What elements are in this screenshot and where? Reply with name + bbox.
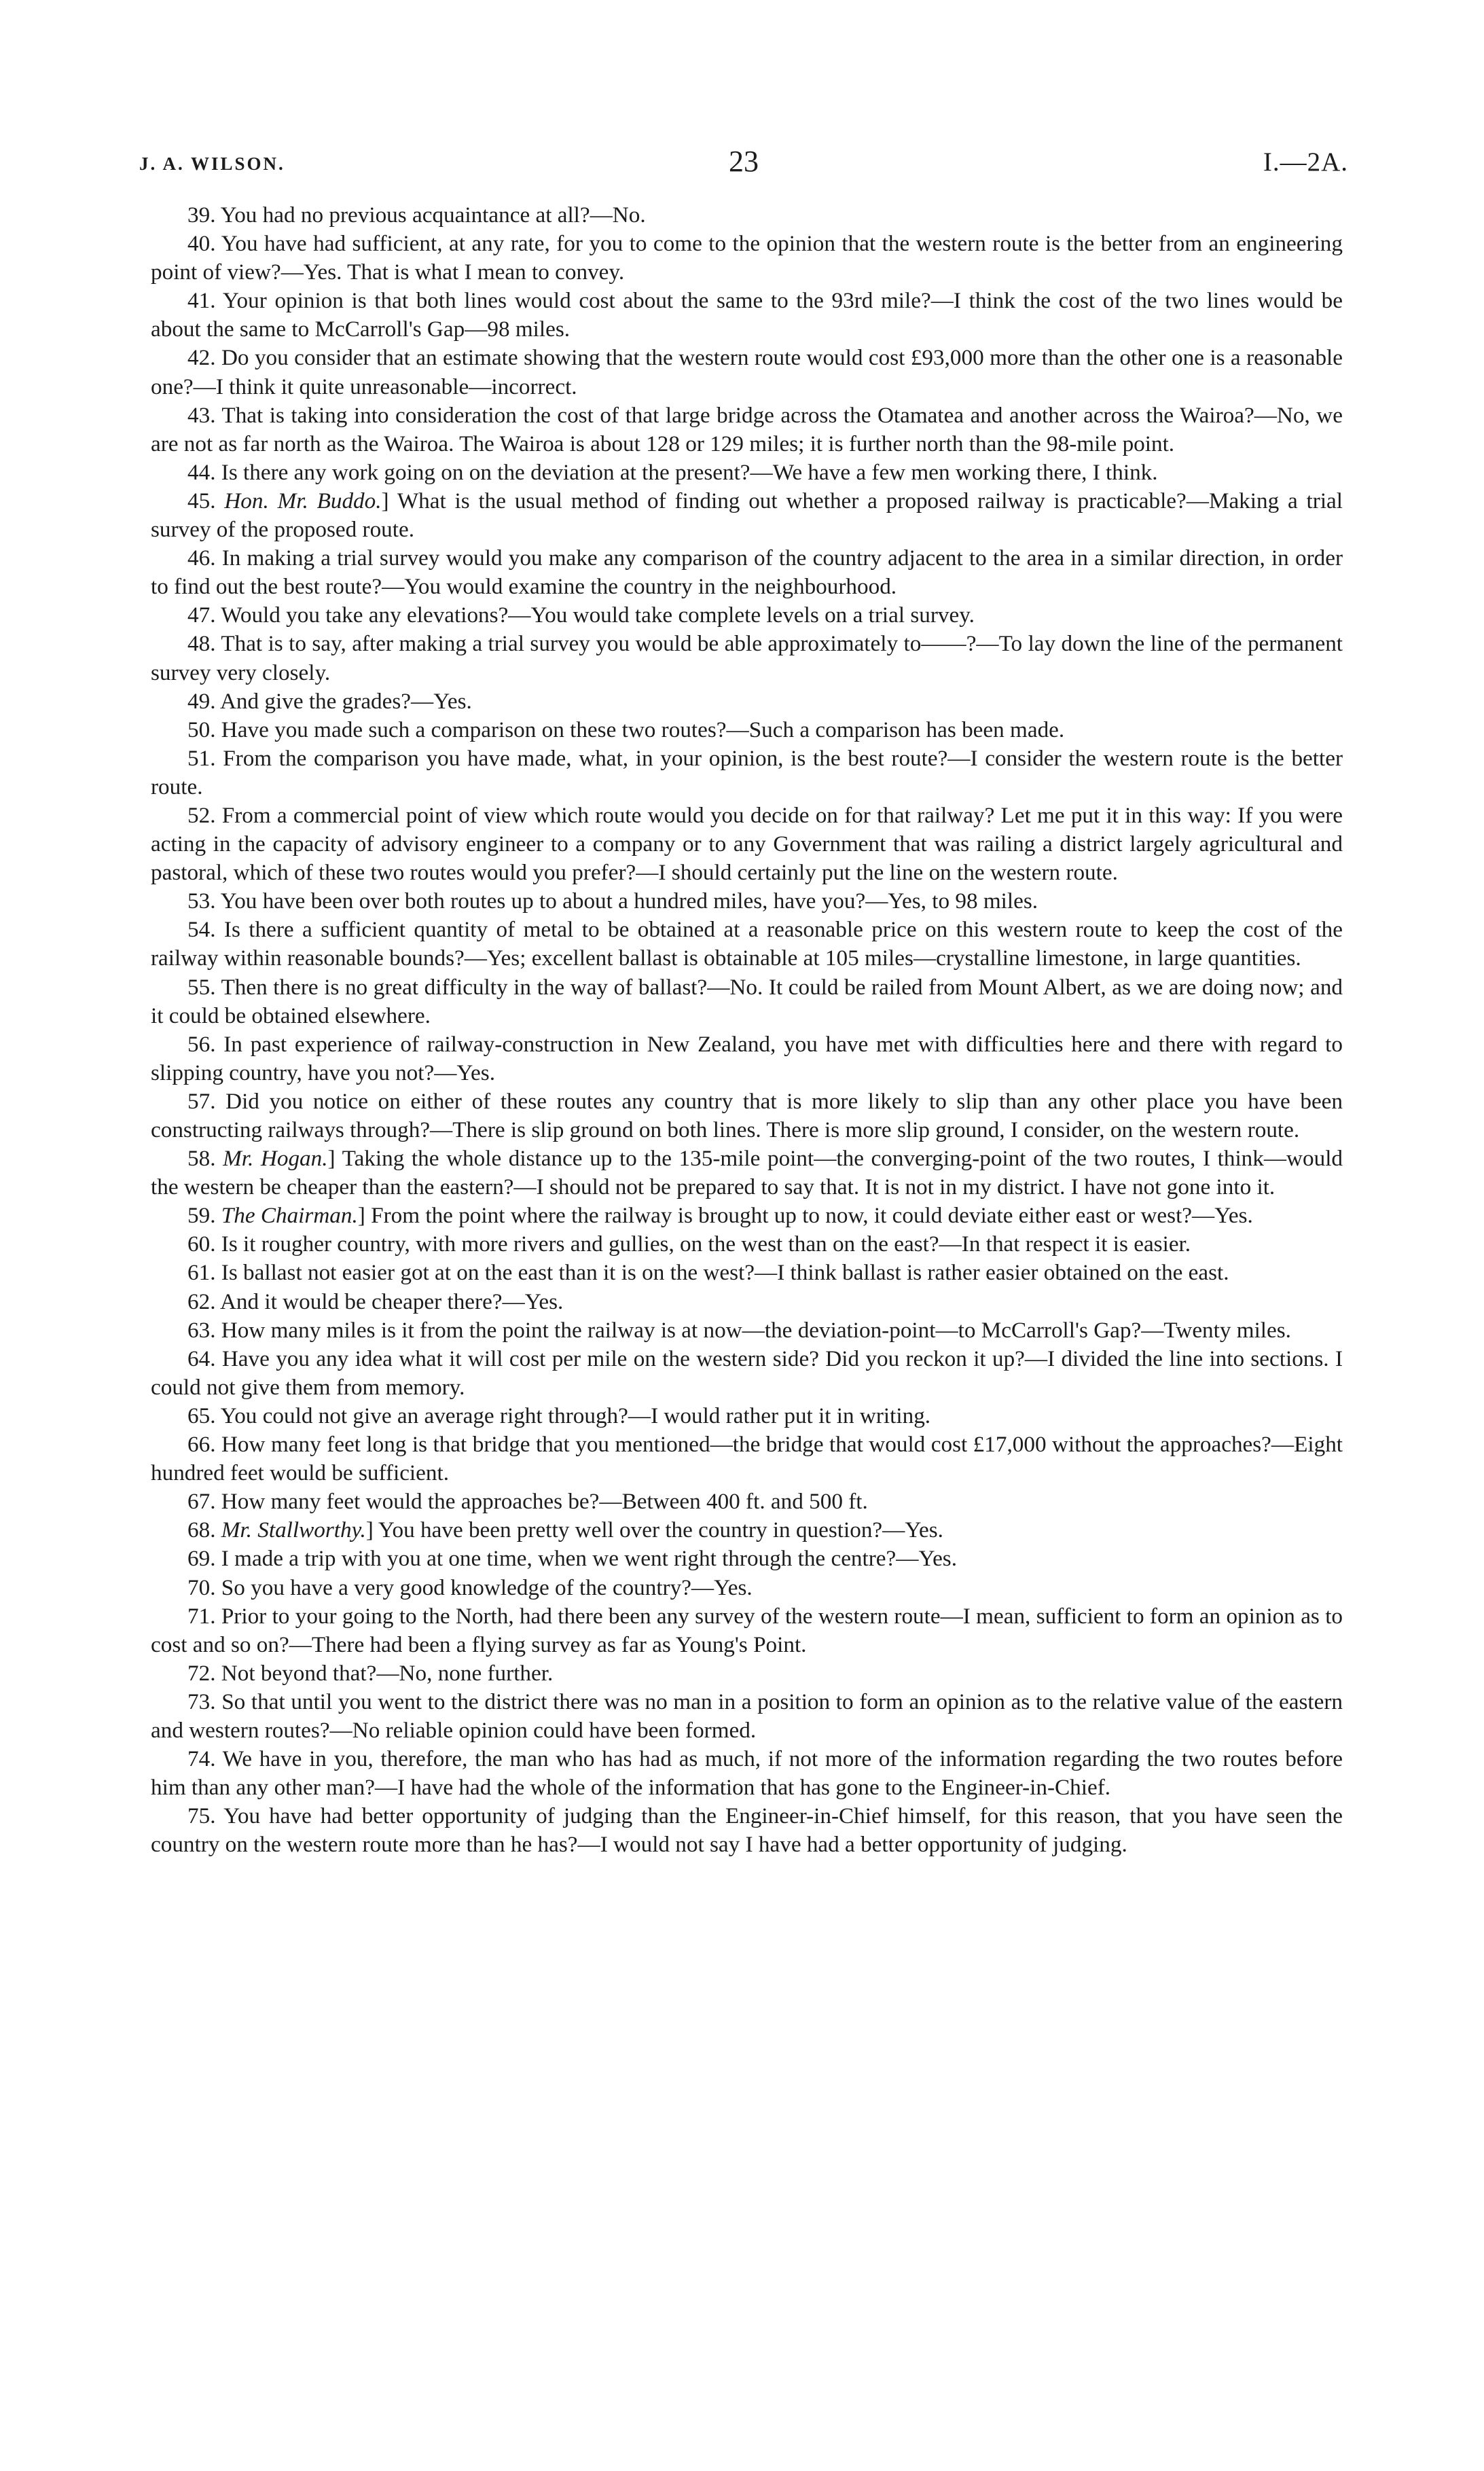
question-text: We have in you, therefore, the man who has had as much, if not more of the information regarding the two routes before him than any other man?—I have had the whole of the information that has gone to the Engineer-in-Chief. (151, 1746, 1343, 1801)
question-number: 53. (187, 888, 216, 914)
question-text: In past experience of railway-construction in New Zealand, you have met with difficulties here and there with regard to slipping country, have you not?—Yes. (151, 1031, 1343, 1085)
question-text: I made a trip with you at one time, when we went right through the centre?—Yes. (221, 1546, 958, 1572)
question-text: Taking the whole distance up to the 135-mile point—the converging-point of the two routes, I think—would the western be cheaper than the eastern?—I should not be prepared to say that. It is not in my district. I have not gone into it. (151, 1146, 1343, 1200)
question-text: You have been pretty well over the country in question?—Yes. (373, 1517, 943, 1543)
question-number: 59. (187, 1203, 216, 1229)
speaker-name: Mr. Stallworthy. (221, 1517, 366, 1543)
question-text: And give the grades?—Yes. (219, 688, 472, 714)
question-paragraph (151, 601, 1343, 630)
question-number: 75. (187, 1803, 216, 1829)
question-paragraph (151, 1430, 1343, 1487)
question-number: 45. (187, 488, 216, 513)
question-number: 70. (187, 1574, 216, 1600)
question-text: You could not give an average right through?—I would rather put it in writing. (220, 1403, 931, 1428)
question-paragraph (151, 1202, 1343, 1230)
question-paragraph (151, 1288, 1343, 1316)
question-text: That is to say, after making a trial survey you would be able approximately to——?—To lay down the line of the permanent survey very closely. (151, 631, 1343, 685)
question-text: You have had better opportunity of judging than the Engineer-in-Chief himself, for this reason, that you have seen the country on the western route more than he has?—I would not say I have had a better opportunity of judging. (151, 1803, 1343, 1858)
question-paragraph (151, 401, 1343, 458)
question-number: 54. (187, 917, 216, 943)
question-number: 41. (187, 288, 216, 314)
speaker-name: Mr. Hogan. (223, 1146, 328, 1172)
question-paragraph (151, 1574, 1343, 1602)
question-paragraph (151, 1402, 1343, 1430)
question-paragraph (151, 544, 1343, 601)
question-text: From the comparison you have made, what, in your opinion, is the best route?—I consider the western route is the better route. (151, 745, 1343, 799)
speaker-bracket: ] (365, 1517, 374, 1543)
question-paragraph (151, 916, 1343, 973)
speaker-bracket: ] (327, 1146, 336, 1172)
question-number: 68. (187, 1517, 216, 1543)
question-text: Is ballast not easier got at on the east than it is on the west?—I think ballast is rather easier obtained on the east. (221, 1260, 1229, 1286)
question-text: Is it rougher country, with more rivers and gullies, on the west than on the east?—In that respect it is easier. (221, 1231, 1191, 1257)
question-text: You have had sufficient, at any rate, for you to come to the opinion that the western route is the better from an engineering point of view?—Yes. That is what I mean to convey. (151, 231, 1343, 285)
speaker-name: Hon. Mr. Buddo. (224, 488, 382, 513)
page-header (139, 144, 1348, 185)
witness-name: J. A. WILSON. (139, 154, 285, 174)
question-paragraph (151, 1087, 1343, 1144)
question-paragraph (151, 1259, 1343, 1287)
question-number: 71. (187, 1603, 216, 1629)
question-number: 67. (187, 1489, 216, 1515)
question-number: 66. (187, 1432, 216, 1458)
question-number: 61. (187, 1260, 216, 1286)
question-text: From a commercial point of view which route would you decide on for that railway? Let me put it in this way: If you were acting in the capacity of advisory engineer to a company or to any Government that was railing a district largely agricultural and pastoral, which of these two routes would you prefer?—I should certainly put the line on the western route. (151, 802, 1343, 886)
question-text: How many miles is it from the point the railway is at now—the deviation-point—to McCarroll's Gap?—Twenty miles. (221, 1317, 1291, 1343)
question-paragraph (151, 1602, 1343, 1659)
question-paragraph (151, 1345, 1343, 1402)
question-text: How many feet long is that bridge that you mentioned—the bridge that would cost £17,000 without the approaches?—Eight hundred feet would be sufficient. (151, 1432, 1343, 1486)
question-number: 48. (187, 631, 216, 657)
question-number: 60. (187, 1231, 216, 1257)
question-number: 73. (187, 1689, 216, 1714)
question-text: Have you made such a comparison on these two routes?—Such a comparison has been made. (221, 717, 1065, 742)
question-number: 46. (187, 545, 216, 571)
question-paragraph (151, 1316, 1343, 1345)
question-paragraph (151, 458, 1343, 487)
question-number: 51. (187, 745, 216, 771)
question-number: 50. (187, 717, 216, 742)
question-paragraph (151, 630, 1343, 687)
question-number: 63. (187, 1317, 216, 1343)
question-text: So that until you went to the district there was no man in a position to form an opinion as to the relative value of the eastern and western routes?—No reliable opinion could have been formed. (151, 1689, 1343, 1743)
question-text: So you have a very good knowledge of the country?—Yes. (221, 1574, 753, 1600)
question-paragraph (151, 887, 1343, 916)
question-paragraph (151, 1516, 1343, 1545)
question-text: That is taking into consideration the cost of that large bridge across the Otamatea and another across the Wairoa?—No, we are not as far north as the Wairoa. The Wairoa is about 128 or 129 miles; it is further north than the 98-mile point. (151, 402, 1343, 456)
question-text: Prior to your going to the North, had there been any survey of the western route—I mean, sufficient to form an opinion as to cost and so on?—There had been a flying survey as far as Young's Point. (151, 1603, 1343, 1657)
question-text: Not beyond that?—No, none further. (221, 1660, 554, 1686)
question-paragraph (151, 1030, 1343, 1087)
question-paragraph (151, 973, 1343, 1030)
question-text: Would you take any elevations?—You would take complete levels on a trial survey. (221, 602, 975, 628)
question-number: 72. (187, 1660, 216, 1686)
question-number: 56. (187, 1031, 216, 1057)
question-text: How many feet would the approaches be?—Between 400 ft. and 500 ft. (221, 1489, 868, 1515)
question-text: Then there is no great difficulty in the way of ballast?—No. It could be railed from Mount Albert, as we are doing now; and it could be obtained elsewhere. (151, 974, 1343, 1028)
question-number: 49. (187, 688, 216, 714)
question-number: 58. (187, 1146, 216, 1172)
question-paragraph (151, 1487, 1343, 1516)
question-text: Your opinion is that both lines would cost about the same to the 93rd mile?—I think the cost of the two lines would be about the same to McCarroll's Gap—98 miles. (151, 288, 1343, 342)
question-number: 62. (187, 1288, 216, 1314)
question-number: 74. (187, 1746, 216, 1772)
question-number: 40. (187, 231, 216, 257)
question-text: You have been over both routes up to about a hundred miles, have you?—Yes, to 98 miles. (220, 888, 1038, 914)
question-paragraph (151, 344, 1343, 401)
page-number: 23 (729, 145, 759, 178)
question-paragraph (151, 1230, 1343, 1259)
question-number: 39. (187, 202, 216, 228)
question-paragraph (151, 487, 1343, 544)
speaker-bracket: ] (381, 488, 389, 513)
question-paragraph (151, 1745, 1343, 1802)
speaker-bracket: ] (357, 1203, 365, 1229)
question-number: 44. (187, 459, 216, 485)
question-paragraph (151, 687, 1343, 716)
question-text: Did you notice on either of these routes any country that is more likely to slip than any other place you have been constructing railways through?—There is slip ground on both lines. There is more slip ground, I consider, on the western route. (151, 1088, 1343, 1142)
question-paragraph (151, 1144, 1343, 1202)
question-paragraph (151, 287, 1343, 344)
document-reference: I.—2A. (1263, 147, 1348, 177)
question-number: 47. (187, 602, 216, 628)
testimony-body (151, 201, 1343, 1859)
question-text: Is there any work going on on the deviation at the present?—We have a few men working there, I think. (221, 459, 1158, 485)
question-paragraph (151, 1545, 1343, 1573)
question-number: 42. (187, 345, 216, 371)
question-text: Is there a sufficient quantity of metal to be obtained at a reasonable price on this western route to keep the cost of the railway within reasonable bounds?—Yes; excellent ballast is obtainable at 105 miles—crystalline limestone, in large quantities. (151, 917, 1343, 971)
question-paragraph (151, 716, 1343, 744)
question-number: 52. (187, 802, 216, 828)
question-text: And it would be cheaper there?—Yes. (219, 1288, 564, 1314)
question-text: From the point where the railway is brought up to now, it could deviate either east or west?—Yes. (365, 1203, 1253, 1229)
question-number: 55. (187, 974, 216, 1000)
question-paragraph (151, 801, 1343, 887)
question-paragraph (151, 201, 1343, 230)
question-paragraph (151, 1802, 1343, 1859)
question-number: 64. (187, 1346, 216, 1371)
question-paragraph (151, 744, 1343, 801)
question-number: 43. (187, 402, 216, 428)
question-paragraph (151, 1688, 1343, 1745)
question-paragraph (151, 1659, 1343, 1688)
question-text: What is the usual method of finding out whether a proposed railway is practicable?—Making a trial survey of the proposed route. (151, 488, 1343, 543)
question-paragraph (151, 230, 1343, 287)
question-text: Do you consider that an estimate showing that the western route would cost £93,000 more than the other one is a reasonable one?—I think it quite unreasonable—incorrect. (151, 345, 1343, 399)
question-text: In making a trial survey would you make any comparison of the country adjacent to the area in a similar direction, in order to find out the best route?—You would examine the country in the neighbourhood. (151, 545, 1343, 600)
question-number: 57. (187, 1088, 216, 1114)
question-number: 65. (187, 1403, 216, 1428)
question-number: 69. (187, 1546, 216, 1572)
question-text: Have you any idea what it will cost per mile on the western side? Did you reckon it up?—I divided the line into sections. I could not give them from memory. (151, 1346, 1343, 1400)
question-text: You had no previous acquaintance at all?—No. (220, 202, 646, 228)
speaker-name: The Chairman. (221, 1203, 358, 1229)
